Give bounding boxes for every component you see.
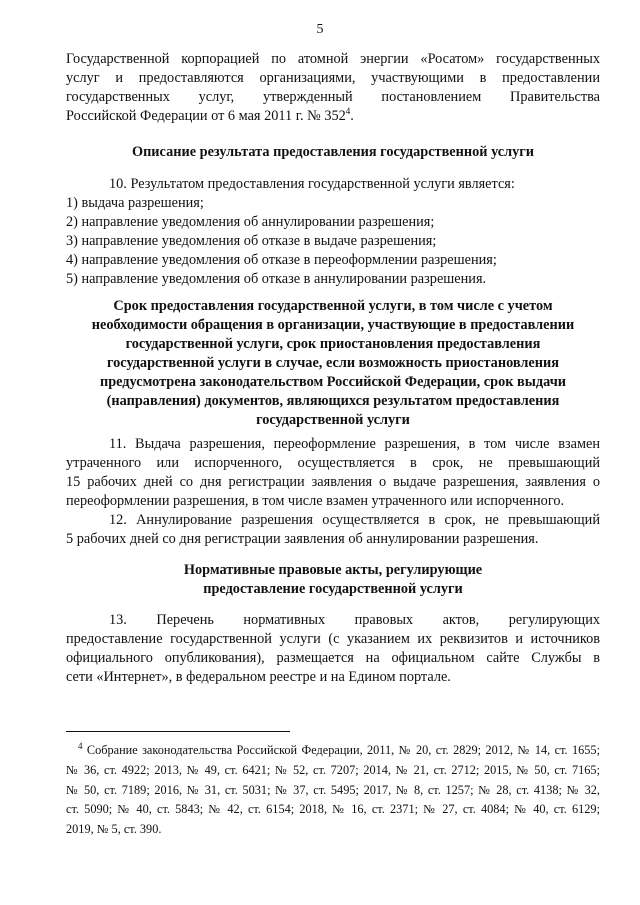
paragraph-13 [66,611,600,687]
footnote-line [66,741,600,761]
paragraph-11 [66,435,600,511]
footnote-separator [66,731,290,732]
paragraph-12 [66,511,600,549]
list-item: 5) направление уведомления об отказе в аннулировании разрешения. [66,271,487,287]
text-line: услуг и предоставляются организациями, участвующими в предоставлении [66,70,600,86]
list-item: 1) выдача разрешения; [66,195,204,211]
text-line: Государственной корпорацией по атомной энергии «Росатом» государственных [66,51,600,67]
heading-line: (направления) документов, являющихся результатом предоставления [106,393,560,409]
section-heading-legal-acts [66,561,600,599]
text-line: 13. Перечень нормативных правовых актов, регулирующих [109,612,600,628]
list-item: 4) направление уведомления об отказе в переоформлении разрешения; [66,252,497,268]
heading-line: государственной услуги [256,412,410,428]
heading-line: предоставление государственной услуги [203,581,463,597]
footnote-line: № 50, ст. 7189; 2016, № 31, ст. 5031; № 37, ст. 5495; 2017, № 8, ст. 1257; № 28, ст. 4138; № 32, [66,782,600,797]
list-item: 3) направление уведомления об отказе в выдаче разрешения; [66,233,437,249]
heading-line: предусмотрена законодательством Российской Федерации, срок выдачи [99,374,567,390]
text-fragment: Российской Федерации от 6 мая 2011 г. № 352 [66,108,346,124]
heading-line: государственной услуги, срок приостановления предоставления [125,336,541,352]
text-line: 5 рабочих дней со дня регистрации заявления об аннулировании разрешения. [66,531,539,547]
footnote-line: ст. 5090; № 40, ст. 5843; № 42, ст. 6154; 2018, № 16, ст. 2371; № 27, ст. 4084; № 40, ст. 6129; [66,802,600,817]
text-line: 15 рабочих дней со дня регистрации заявления о выдаче разрешения, заявления о [66,474,600,490]
text-fragment: Собрание законодательства Российской Федерации, 2011, № 20, ст. 2829; 2012, № 14, ст. 1655; [82,743,600,757]
text-line [66,107,600,126]
text-line: переоформлении разрешения, в том числе взамен утраченного или испорченного. [66,493,565,509]
heading-line: необходимости обращения в организации, участвующие в предоставлении [91,317,575,333]
footnote-line: 2019, № 5, ст. 390. [66,822,162,837]
list-item: 2) направление уведомления об аннулировании разрешения; [66,214,435,230]
text-line: государственных услуг, утвержденный постановлением Правительства [66,89,600,105]
heading-line: государственной услуги в случае, если возможность приостановления [107,355,559,371]
text-line: утраченного или испорченного, осуществляется в срок, не превышающий [66,455,600,471]
paragraph-10-intro: 10. Результатом предоставления государственной услуги является: [109,176,515,192]
text-line: 12. Аннулирование разрешения осуществляется в срок, не превышающий [109,512,600,528]
paragraph-10 [66,175,600,289]
intro-paragraph [66,50,600,126]
section-heading-terms [66,297,600,430]
footnote-line: № 36, ст. 4922; 2013, № 49, ст. 6421; № 52, ст. 7207; 2014, № 21, ст. 2712; 2015, № 50, ст. 7165; [66,762,600,777]
text-line: сети «Интернет», в федеральном реестре и на Едином портале. [66,669,451,685]
footnote-mark: 4 [78,740,83,751]
text-fragment: . [350,108,354,124]
section-heading-result: Описание результата предоставления государственной услуги [131,144,535,160]
footnote [66,741,600,840]
footnote-reference[interactable]: 4 [345,106,351,117]
text-line: предоставление государственной услуги (с указанием их реквизитов и источников [66,631,600,647]
heading-line: Срок предоставления государственной услуги, в том числе с учетом [113,298,553,314]
text-line: 11. Выдача разрешения, переоформление разрешения, в том числе взамен [109,436,600,452]
text-line: официального опубликования), размещается на официальном сайте Службы в [66,650,600,666]
heading-line: Нормативные правовые акты, регулирующие [183,562,483,578]
page-number: 5 [316,22,324,37]
